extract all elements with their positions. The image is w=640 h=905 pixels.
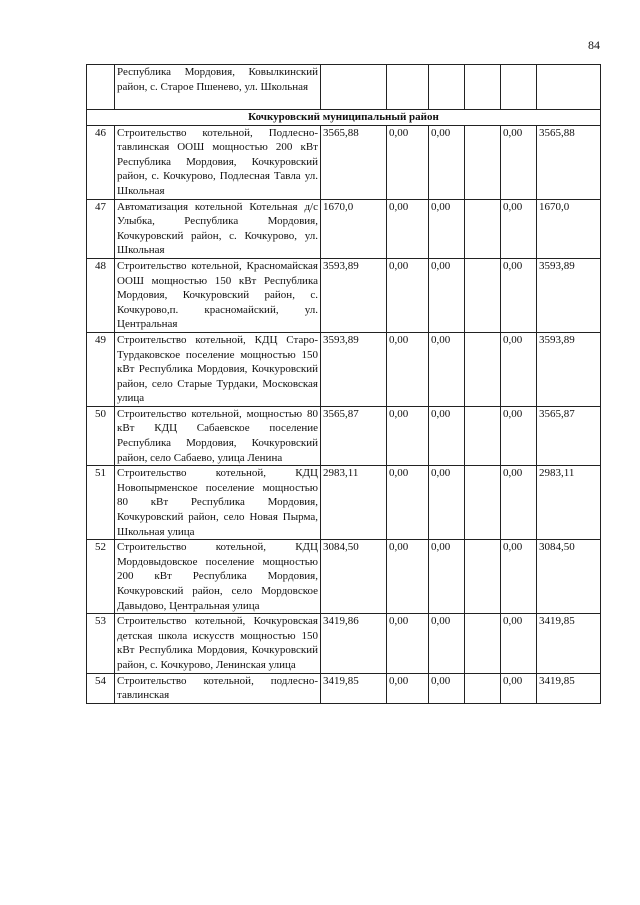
table-row [87,332,601,406]
row-description: Строительство котельной, КДЦ Старо-Турдаковское поселение мощностью 150 кВт Республика Мордовия, Кочкуровский район, село Старые Турдаки, Московская улица [115,332,321,406]
table-row [87,466,601,540]
row-total: 3565,87 [321,406,387,465]
row-total: 3084,50 [321,540,387,614]
row-number: 46 [87,125,115,199]
row-col-a: 0,00 [387,199,429,258]
row-col-e: 3565,87 [537,406,601,465]
row-col-d: 0,00 [501,125,537,199]
row-col-d: 0,00 [501,199,537,258]
row-description: Строительство котельной, КДЦ Мордовыдовское поселение мощностью 200 кВт Республика Мордовия, Кочкуровский район, село Мордовское Давыдово, Центральная улица [115,540,321,614]
table-row [87,199,601,258]
row-description: Строительство котельной, КДЦ Новопырменское поселение мощностью 80 кВт Республика Мордовия, Кочкуровский район, село Новая Пырма, Школьная улица [115,466,321,540]
row-col-a: 0,00 [387,332,429,406]
row-total: 3593,89 [321,258,387,332]
table-row [87,125,601,199]
row-col-c [465,540,501,614]
row-col-c [465,125,501,199]
row-col-e: 3565,88 [537,125,601,199]
row-description: Строительство котельной, Кочкуровская детская школа искусств мощностью 150 кВт Республика Мордовия, Кочкуровский район, с. Кочкурово, Ленинская улица [115,614,321,673]
row-description: Строительство котельной, Подлесно-тавлинская ООШ мощностью 200 кВт Республика Мордовия, Кочкуровский район, с. Кочкурово, Подлесная Тавла ул. Школьная [115,125,321,199]
row-col-b: 0,00 [429,258,465,332]
row-number: 48 [87,258,115,332]
row-number: 51 [87,466,115,540]
row-col-e: 1670,0 [537,199,601,258]
row-col-b: 0,00 [429,199,465,258]
row-col-a: 0,00 [387,466,429,540]
row-col-a: 0,00 [387,673,429,703]
row-total: 1670,0 [321,199,387,258]
row-col-e: 3084,50 [537,540,601,614]
row-col-d: 0,00 [501,540,537,614]
row-col-a: 0,00 [387,540,429,614]
row-number: 49 [87,332,115,406]
table-row [87,406,601,465]
row-total: 3565,88 [321,125,387,199]
row-col-b: 0,00 [429,125,465,199]
row-col-c [465,614,501,673]
row-col-b: 0,00 [429,406,465,465]
row-col-c [465,332,501,406]
section-row [87,110,601,126]
row-description: Строительство котельной, мощностью 80 кВт КДЦ Сабаевское поселение Республика Мордовия, Кочкуровский район, село Сабаево, улица Ленина [115,406,321,465]
row-total: 3593,89 [321,332,387,406]
section-title: Кочкуровский муниципальный район [87,110,601,126]
budget-table [86,64,601,704]
row-col-e [537,65,601,110]
row-description: Строительство котельной, подлесно-тавлинская [115,673,321,703]
row-col-a: 0,00 [387,614,429,673]
row-col-b: 0,00 [429,673,465,703]
row-total [321,65,387,110]
table-row [87,258,601,332]
row-description: Республика Мордовия, Ковылкинский район, с. Старое Пшенево, ул. Школьная [115,65,321,110]
row-col-c [465,199,501,258]
row-col-c [465,406,501,465]
row-col-b [429,65,465,110]
row-col-c [465,673,501,703]
row-col-a: 0,00 [387,125,429,199]
table-row [87,540,601,614]
table-row [87,614,601,673]
row-col-c [465,258,501,332]
table-row [87,673,601,703]
row-col-e: 3593,89 [537,332,601,406]
table-row-continuation [87,65,601,110]
page-number: 84 [588,38,600,52]
row-description: Строительство котельной, Красномайская ООШ мощностью 150 кВт Республика Мордовия, Кочкуровский район, с. Кочкурово,п. красномайский, ул. Центральная [115,258,321,332]
row-description: Автоматизация котельной Котельная д/с Улыбка, Республика Мордовия, Кочкуровский район, с. Кочкурово, ул. Школьная [115,199,321,258]
row-col-e: 3419,85 [537,614,601,673]
row-col-d: 0,00 [501,466,537,540]
row-col-b: 0,00 [429,332,465,406]
row-col-e: 3593,89 [537,258,601,332]
row-col-d: 0,00 [501,332,537,406]
row-number: 47 [87,199,115,258]
row-total: 3419,85 [321,673,387,703]
row-col-d: 0,00 [501,673,537,703]
row-col-c [465,466,501,540]
row-number: 53 [87,614,115,673]
row-col-d: 0,00 [501,614,537,673]
row-col-d [501,65,537,110]
row-number: 50 [87,406,115,465]
row-col-c [465,65,501,110]
row-col-b: 0,00 [429,540,465,614]
row-col-a [387,65,429,110]
row-col-a: 0,00 [387,258,429,332]
row-number [87,65,115,110]
row-total: 3419,86 [321,614,387,673]
row-col-d: 0,00 [501,406,537,465]
row-col-e: 2983,11 [537,466,601,540]
row-col-d: 0,00 [501,258,537,332]
row-col-b: 0,00 [429,466,465,540]
row-col-b: 0,00 [429,614,465,673]
row-number: 52 [87,540,115,614]
row-col-e: 3419,85 [537,673,601,703]
row-col-a: 0,00 [387,406,429,465]
row-number: 54 [87,673,115,703]
row-total: 2983,11 [321,466,387,540]
